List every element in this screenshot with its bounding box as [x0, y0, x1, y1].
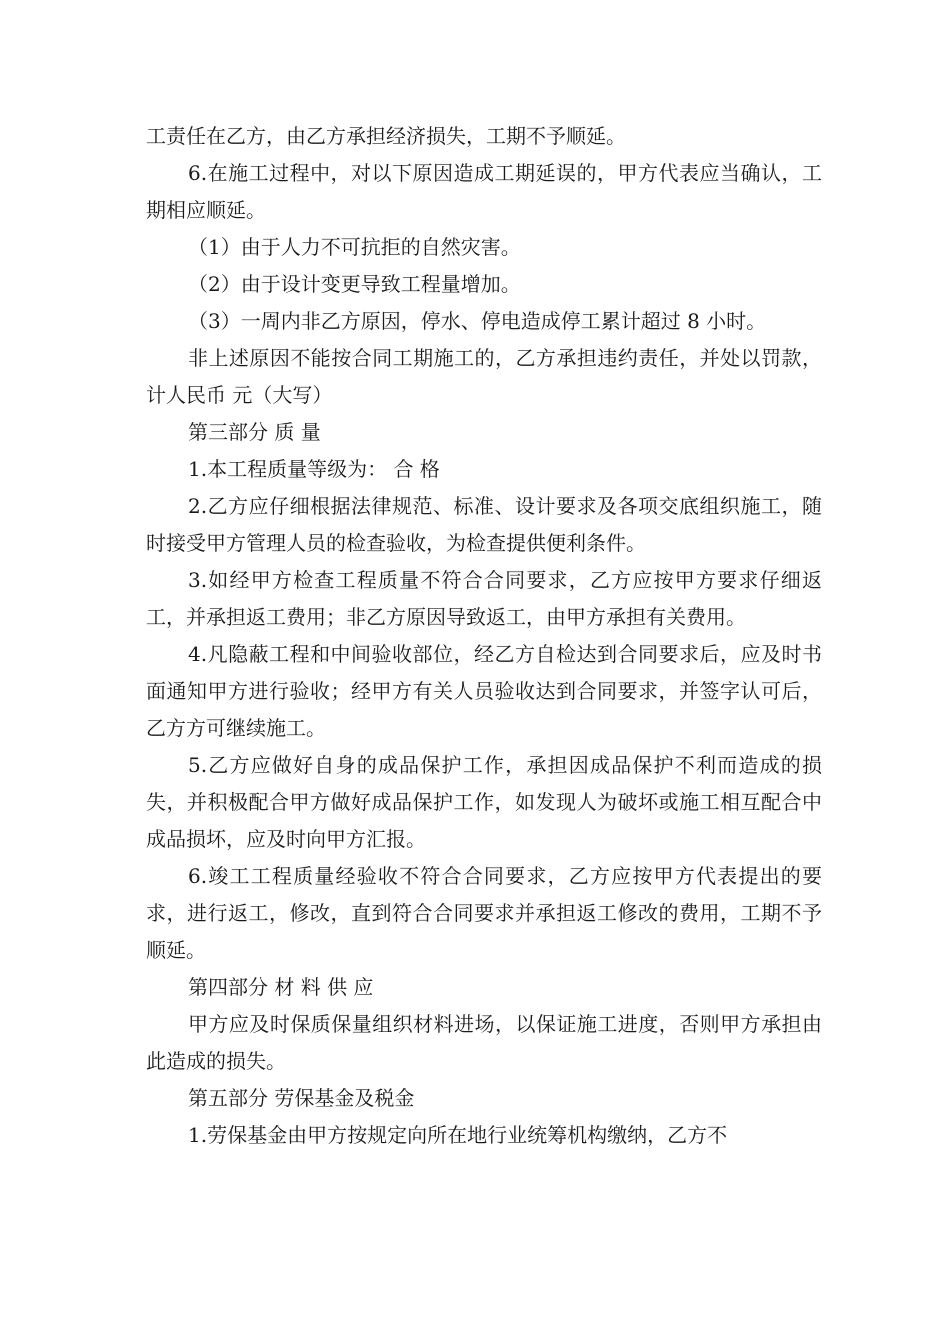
- paragraph-quality-2: 2.乙方应仔细根据法律规范、标准、设计要求及各项交底组织施工，随时接受甲方管理人员的检查验收，为检查提供便利条件。: [146, 494, 822, 555]
- paragraph-item-2: （2）由于设计变更导致工程量增加。: [188, 272, 521, 296]
- section-heading-materials: 第四部分 材 料 供 应: [188, 975, 374, 999]
- section-heading-quality: 第三部分 质 量: [188, 420, 321, 444]
- section-heading-labor-fund: 第五部分 劳保基金及税金: [188, 1086, 415, 1110]
- paragraph-clause-6-delay: 6.在施工过程中，对以下原因造成工期延误的，甲方代表应当确认，工期相应顺延。: [146, 161, 822, 222]
- paragraph-item-3: （3）一周内非乙方原因，停水、停电造成停工累计超过 8 小时。: [188, 309, 767, 333]
- paragraph-quality-1: 1.本工程质量等级为： 合 格: [188, 457, 440, 481]
- paragraph-item-1: （1）由于人力不可抗拒的自然灾害。: [188, 235, 521, 259]
- paragraph-quality-6: 6.竣工工程质量经验收不符合合同要求，乙方应按甲方代表提出的要求，进行返工，修改，直到符合合同要求并承担返工修改的费用，工期不予顺延。: [146, 864, 822, 962]
- paragraph-materials: 甲方应及时保质保量组织材料进场，以保证施工进度，否则甲方承担由此造成的损失。: [146, 1012, 822, 1073]
- document-body: [146, 118, 822, 1154]
- paragraph-quality-3: 3.如经甲方检查工程质量不符合合同要求，乙方应按甲方要求仔细返工，并承担返工费用；非乙方原因导致返工，由甲方承担有关费用。: [146, 568, 822, 629]
- paragraph-quality-4: 4.凡隐蔽工程和中间验收部位，经乙方自检达到合同要求后，应及时书面通知甲方进行验收；经甲方有关人员验收达到合同要求，并签字认可后，乙方方可继续施工。: [146, 642, 822, 740]
- paragraph-quality-5: 5.乙方应做好自身的成品保护工作，承担因成品保护不利而造成的损失，并积极配合甲方做好成品保护工作，如发现人为破坏或施工相互配合中成品损坏，应及时向甲方汇报。: [146, 753, 822, 851]
- paragraph-penalty: 非上述原因不能按合同工期施工的，乙方承担违约责任，并处以罚款，计人民币 元（大写）: [146, 346, 822, 407]
- paragraph-labor-fund-1: 1.劳保基金由甲方按规定向所在地行业统筹机构缴纳，乙方不: [188, 1123, 728, 1147]
- paragraph-continuation: 工责任在乙方，由乙方承担经济损失，工期不予顺延。: [146, 124, 626, 148]
